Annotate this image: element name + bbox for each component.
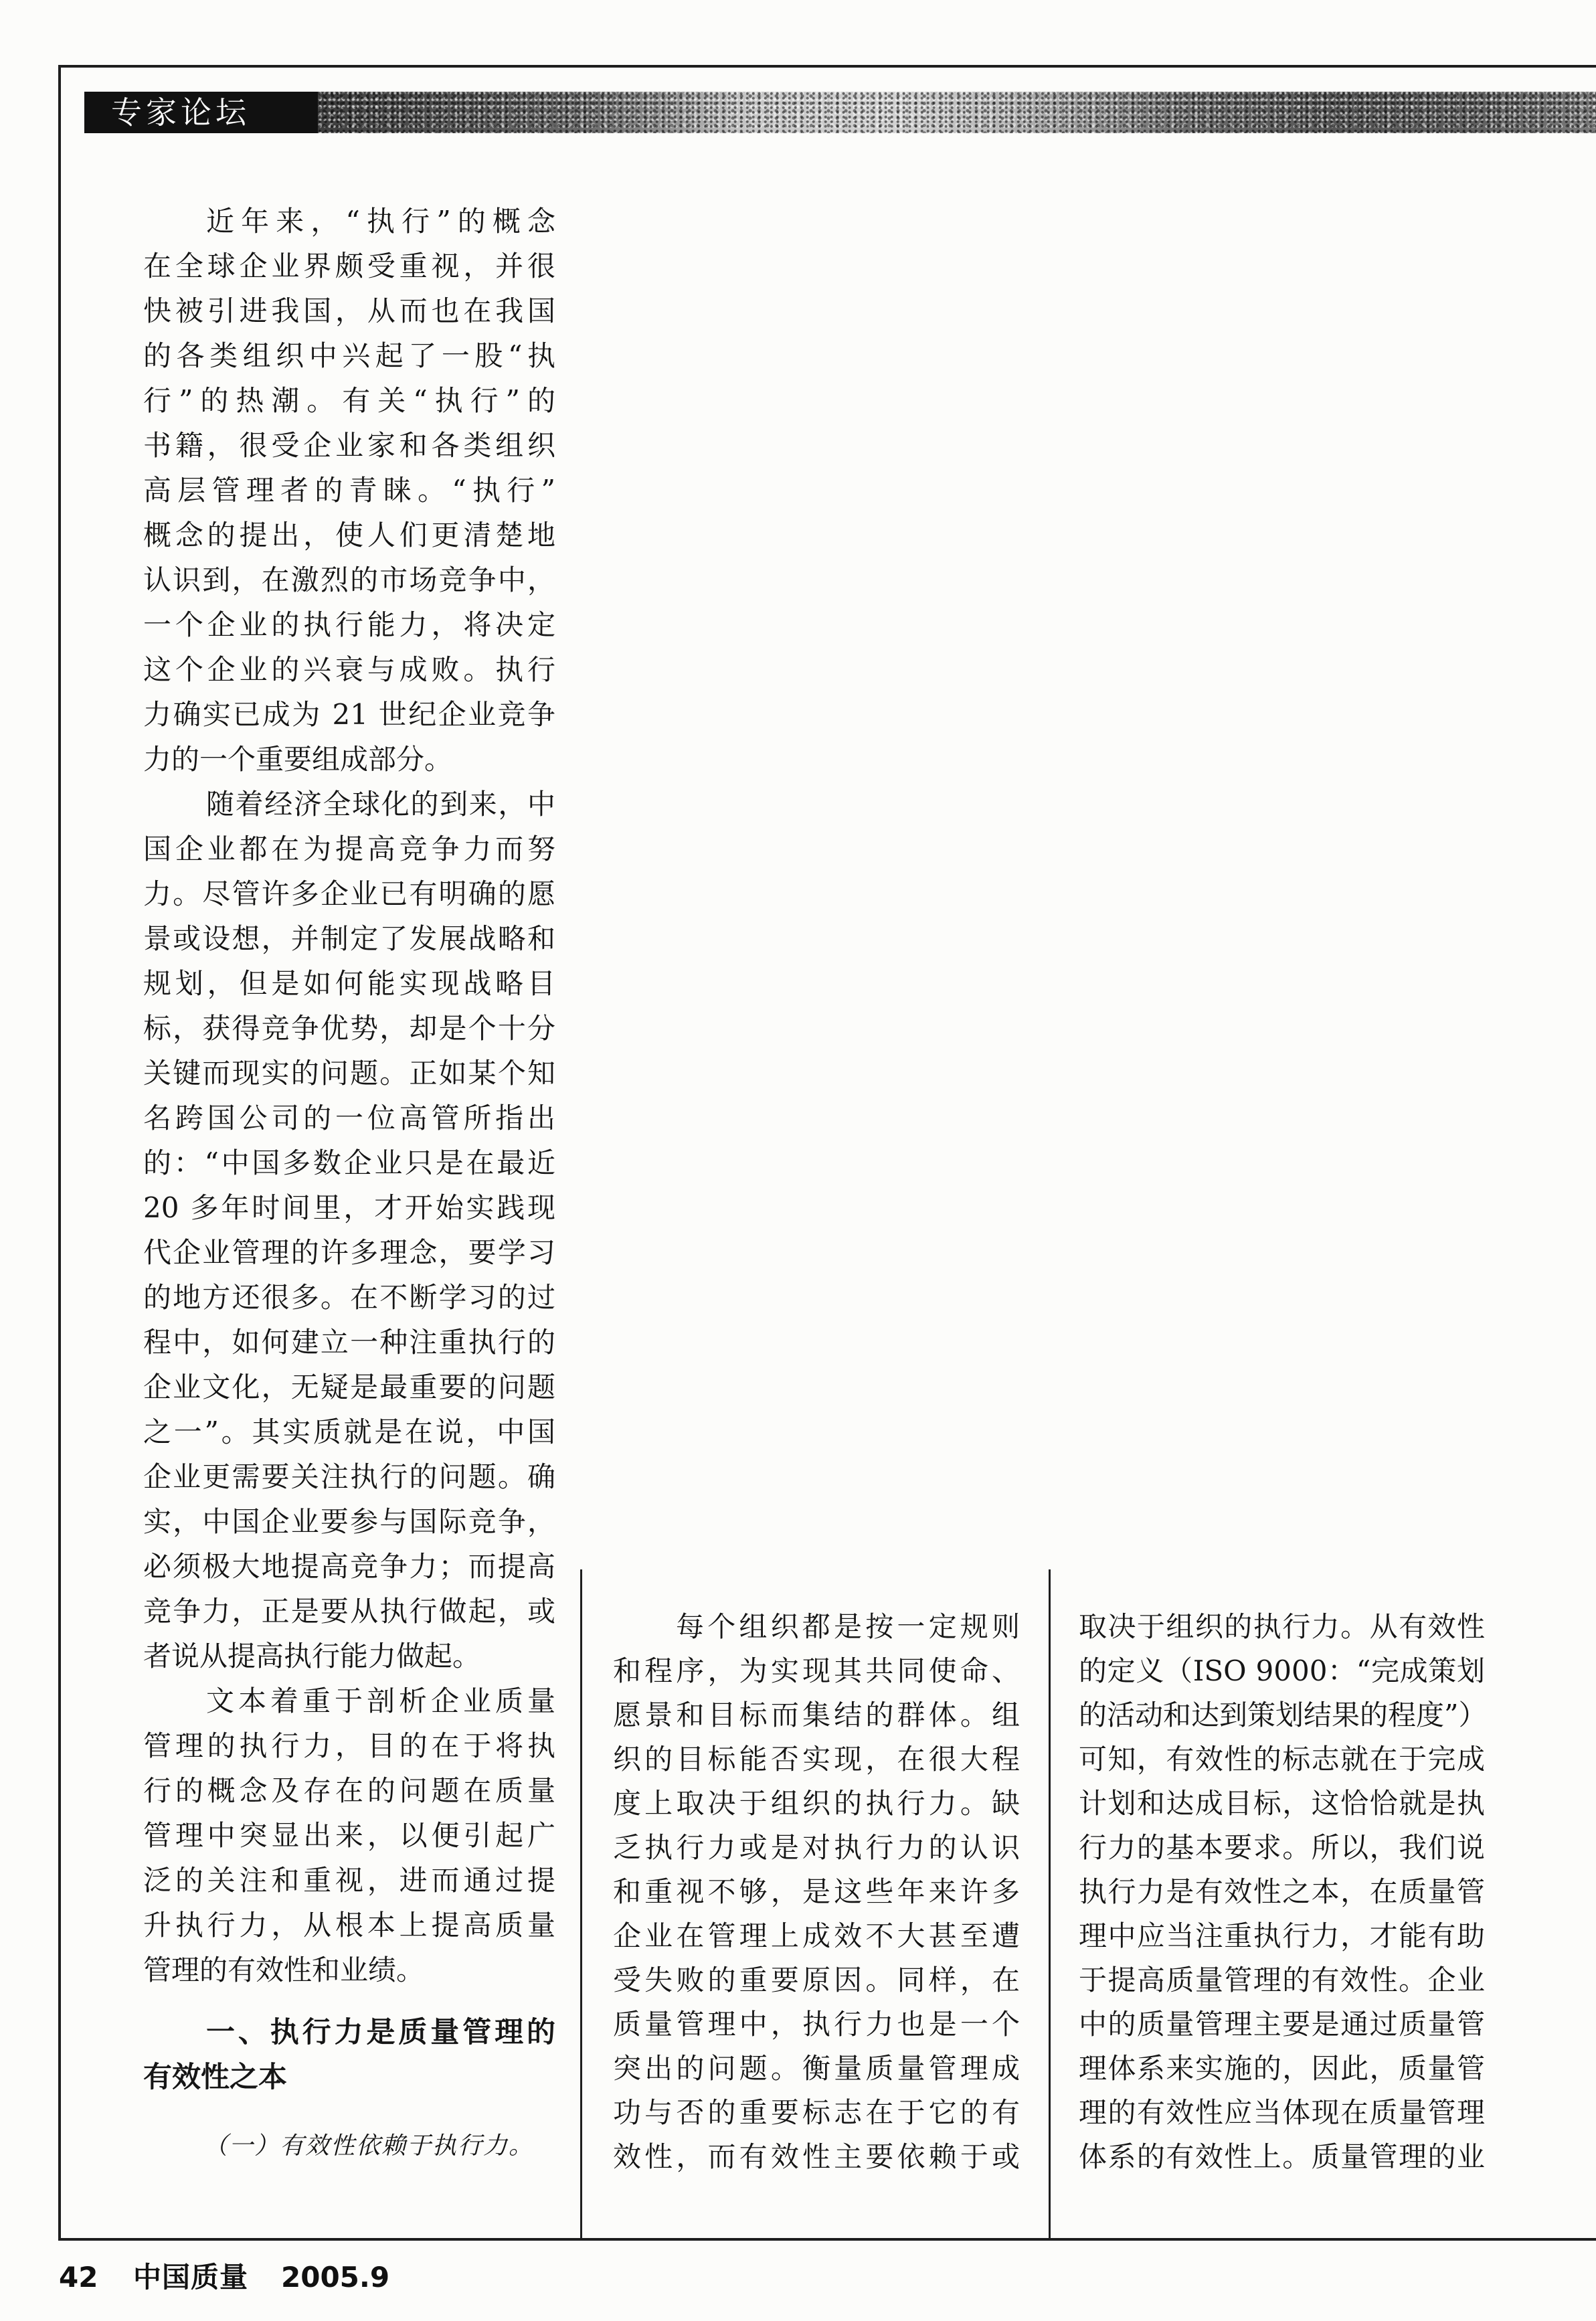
paragraph-line: 代企业管理的许多理念，要学习 [143,1236,555,1269]
paragraph-line: 的地方还很多。在不断学习的过 [143,1281,555,1314]
column-divider-1 [580,1569,582,2239]
paragraph-line: 在全球企业界颇受重视，并很 [143,250,555,282]
subsection-heading: （一）有效性依赖于执行力。 [203,2132,535,2160]
paragraph-line: 20 多年时间里，才开始实践现 [143,1191,555,1224]
paragraph-line: 的定义（ISO 9000：“完成策划 [1079,1654,1485,1687]
paragraph-line: 和重视不够，是这些年来许多 [613,1875,1020,1908]
paragraph-line: 的：“中国多数企业只是在最近 [143,1146,555,1179]
paragraph-line: 中的质量管理主要是通过质量管 [1079,2008,1485,2041]
paragraph-line: 文本着重于剖析企业质量 [206,1685,555,1717]
paragraph-line: 近年来，“执行”的概念 [206,205,555,238]
paragraph-line: 理体系来实施的，因此，质量管 [1079,2052,1485,2085]
paragraph-line: 体系的有效性上。质量管理的业 [1079,2140,1485,2173]
paragraph-line: 景或设想，并制定了发展战略和 [143,922,555,955]
page-number: 42 [59,2261,98,2294]
paragraph-line: 和程序，为实现其共同使命、 [613,1654,1020,1687]
journal-title: 中国质量 [133,2261,249,2294]
top-border-rule [59,65,1596,68]
header-texture-decoration [318,92,1596,133]
paragraph-line: 企业文化，无疑是最重要的问题 [143,1371,555,1403]
section-heading-line: 有效性之本 [143,2061,287,2094]
text-column-3 [1079,1605,1485,2179]
paragraph-line: 愿景和目标而集结的群体。组 [613,1699,1020,1731]
paragraph-line: 之一”。其实质就是在说，中国 [143,1415,555,1448]
issue-date: 2005.9 [281,2261,390,2294]
paragraph-line: 效性，而有效性主要依赖于或 [613,2140,1020,2173]
paragraph-line: 快被引进我国，从而也在我国 [143,294,555,327]
paragraph-line: 管理的执行力，目的在于将执 [143,1729,555,1762]
paragraph-line: 度上取决于组织的执行力。缺 [613,1787,1020,1820]
paragraph-line: 关键而现实的问题。正如某个知 [143,1057,555,1090]
paragraph-line: 乏执行力或是对执行力的认识 [613,1831,1020,1864]
paragraph-line: 织的目标能否实现，在很大程 [613,1743,1020,1776]
paragraph-line: 行力的基本要求。所以，我们说 [1079,1831,1485,1864]
paragraph-line: 力确实已成为 21 世纪企业竞争 [143,698,555,731]
paragraph-line: 实，中国企业要参与国际竞争， [143,1505,555,1538]
paragraph-line: 规划，但是如何能实现战略目 [143,967,555,1000]
paragraph-line: 者说从提高执行能力做起。 [143,1640,481,1672]
paragraph-line: 这个企业的兴衰与成败。执行 [143,653,555,686]
paragraph-line: 功与否的重要标志在于它的有 [613,2096,1020,2129]
paragraph-line: 质量管理中，执行力也是一个 [613,2008,1020,2041]
paragraph-line: 竞争力，正是要从执行做起，或 [143,1595,555,1628]
paragraph-line: 执行力是有效性之本，在质量管 [1079,1875,1485,1908]
text-column-2 [613,1605,1020,2179]
paragraph-line: 必须极大地提高竞争力；而提高 [143,1550,555,1583]
paragraph-line: 升执行力，从根本上提高质量 [143,1909,555,1942]
left-border-rule [58,65,61,2241]
paragraph-line: 力的一个重要组成部分。 [143,743,453,776]
paragraph-line: 的各类组织中兴起了一股“执 [143,339,555,372]
paragraph-line: 国企业都在为提高竞争力而努 [143,833,555,865]
paragraph-line: 可知，有效性的标志就在于完成 [1079,1743,1485,1776]
paragraph-line: 力。尽管许多企业已有明确的愿 [143,877,555,910]
paragraph-line: 概念的提出，使人们更清楚地 [143,519,555,551]
paragraph-line: 管理的有效性和业绩。 [143,1954,425,1986]
paragraph-line: 管理中突显出来，以便引起广 [143,1819,555,1852]
paragraph-line: 泛的关注和重视，进而通过提 [143,1864,555,1897]
section-heading-line: 一、执行力是质量管理的 [206,2016,555,2049]
paragraph-line: 认识到，在激烈的市场竞争中， [143,564,555,596]
paragraph-line: 企业更需要关注执行的问题。确 [143,1460,555,1493]
paragraph-line: 名跨国公司的一位高管所指出 [143,1102,555,1134]
paragraph-line: 一个企业的执行能力，将决定 [143,608,555,641]
paragraph-line: 书籍，很受企业家和各类组织 [143,429,555,462]
paragraph-line: 标，获得竞争优势，却是个十分 [143,1012,555,1045]
column-divider-2 [1049,1569,1051,2239]
paragraph-line: 每个组织都是按一定规则 [676,1610,1020,1643]
paragraph-line: 随着经济全球化的到来，中 [206,788,555,821]
text-column-1 [143,199,555,2168]
paragraph-line: 理中应当注重执行力，才能有助 [1079,1919,1485,1952]
paragraph-line: 企业在管理上成效不大甚至遭 [613,1919,1020,1952]
section-label: 专家论坛 [84,92,318,133]
paragraph-line: 程中，如何建立一种注重执行的 [143,1326,555,1359]
paragraph-line: 高层管理者的青睐。“执行” [143,474,555,507]
paragraph-line: 行的概念及存在的问题在质量 [143,1774,555,1807]
paragraph-line: 的活动和达到策划结果的程度”） [1079,1699,1487,1731]
paragraph-line: 于提高质量管理的有效性。企业 [1079,1964,1485,1996]
paragraph-line: 取决于组织的执行力。从有效性 [1079,1610,1485,1643]
paragraph-line: 行”的热潮。有关“执行”的 [143,384,555,417]
paragraph-line: 理的有效性应当体现在质量管理 [1079,2096,1485,2129]
paragraph-line: 受失败的重要原因。同样，在 [613,1964,1020,1996]
section-header-band [84,92,1596,133]
bottom-border-rule [59,2238,1596,2241]
paragraph-line: 突出的问题。衡量质量管理成 [613,2052,1020,2085]
paragraph-line: 计划和达成目标，这恰恰就是执 [1079,1787,1485,1820]
